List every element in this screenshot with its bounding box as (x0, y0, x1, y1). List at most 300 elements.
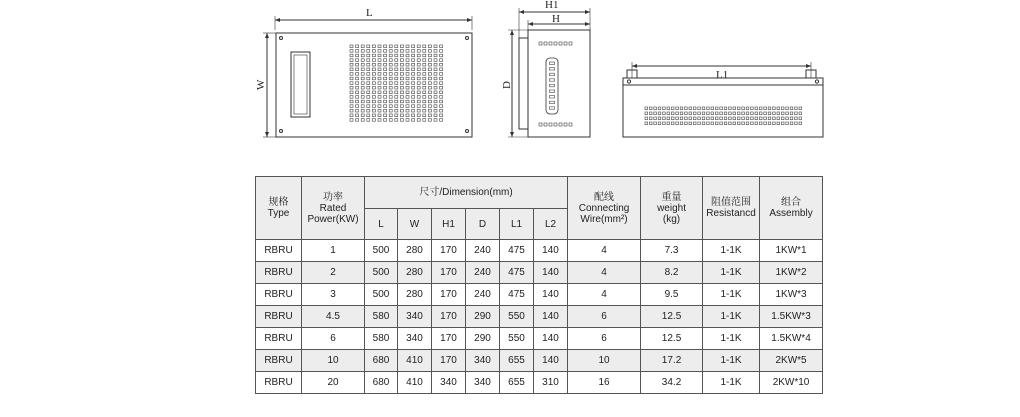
vent-hole (707, 107, 710, 110)
table-cell: 16 (568, 372, 641, 394)
vent-hole (406, 50, 409, 53)
vent-hole (350, 77, 353, 80)
vent-hole (759, 112, 762, 115)
vent-hole (389, 50, 392, 53)
vent-hole (400, 54, 403, 57)
vent-hole (707, 122, 710, 125)
vent-hole (417, 63, 420, 66)
vent-hole (685, 112, 688, 115)
header-type-cn: 规格 (268, 197, 289, 208)
vent-hole (395, 82, 398, 85)
vent-hole (658, 112, 661, 115)
vent-slot (559, 123, 562, 126)
vent-hole (663, 117, 666, 120)
vent-hole (649, 112, 652, 115)
vent-hole (786, 122, 789, 125)
vent-hole (350, 50, 353, 53)
vent-hole (423, 86, 426, 89)
vent-slot (544, 42, 547, 45)
vent-hole (440, 59, 443, 62)
vent-slot (549, 42, 552, 45)
vent-hole (693, 112, 696, 115)
vent-hole (389, 59, 392, 62)
table-cell: RBRU (256, 372, 302, 394)
table-cell: 340 (466, 350, 500, 372)
vent-hole (367, 100, 370, 103)
vent-hole (400, 77, 403, 80)
vent-hole (417, 114, 420, 117)
vent-hole (711, 117, 714, 120)
vent-hole (356, 63, 359, 66)
vent-hole (658, 107, 661, 110)
vent-hole (737, 122, 740, 125)
vent-hole (417, 68, 420, 71)
table-cell: 290 (466, 328, 500, 350)
table-cell: RBRU (256, 240, 302, 262)
vent-hole (428, 82, 431, 85)
vent-hole (428, 86, 431, 89)
vent-hole (799, 117, 802, 120)
vent-hole (372, 63, 375, 66)
vent-hole (693, 122, 696, 125)
vent-hole (350, 54, 353, 57)
vent-hole (764, 122, 767, 125)
vent-hole (389, 109, 392, 112)
table-cell: 17.2 (641, 350, 703, 372)
vent-hole (423, 96, 426, 99)
vent-hole (715, 112, 718, 115)
vent-slot (564, 123, 567, 126)
header-resistance (703, 177, 760, 240)
vent-hole (423, 73, 426, 76)
vent-hole (428, 91, 431, 94)
table-cell: 580 (365, 306, 398, 328)
table-row (256, 306, 823, 328)
table-cell: 140 (534, 306, 568, 328)
vent-hole (356, 105, 359, 108)
vent-hole (372, 82, 375, 85)
vent-hole (406, 68, 409, 71)
header-dim-l1: L1 (500, 209, 534, 240)
vent-slot (550, 96, 555, 98)
vent-hole (746, 117, 749, 120)
vent-hole (372, 105, 375, 108)
vent-hole (378, 96, 381, 99)
header-power-en2: Power(KW) (307, 213, 359, 225)
vent-hole (707, 117, 710, 120)
vent-hole (440, 63, 443, 66)
vent-hole (428, 63, 431, 66)
vent-hole (378, 86, 381, 89)
vent-hole (356, 91, 359, 94)
vent-hole (406, 45, 409, 48)
vent-hole (423, 100, 426, 103)
vent-hole (350, 96, 353, 99)
vent-hole (350, 73, 353, 76)
table-row (256, 350, 823, 372)
vent-hole (372, 86, 375, 89)
vent-hole (417, 73, 420, 76)
vent-hole (389, 45, 392, 48)
vent-hole (417, 54, 420, 57)
vent-hole (428, 105, 431, 108)
header-type-en: Type (267, 208, 290, 219)
vent-hole (702, 117, 705, 120)
vent-hole (384, 105, 387, 108)
vent-hole (361, 119, 364, 122)
vent-hole (423, 105, 426, 108)
vent-hole (434, 114, 437, 117)
vent-hole (795, 117, 798, 120)
vent-hole (389, 114, 392, 117)
vent-hole (440, 100, 443, 103)
vent-slot (554, 42, 557, 45)
vent-hole (400, 96, 403, 99)
vent-slot (550, 68, 555, 70)
vent-hole (372, 96, 375, 99)
vent-hole (406, 54, 409, 57)
vent-hole (367, 54, 370, 57)
vent-hole (378, 119, 381, 122)
vent-hole (423, 59, 426, 62)
table-cell: 170 (432, 262, 466, 284)
vent-hole (654, 112, 657, 115)
vent-hole (406, 73, 409, 76)
vent-hole (367, 119, 370, 122)
vent-hole (693, 117, 696, 120)
vent-hole (680, 122, 683, 125)
table-cell: 34.2 (641, 372, 703, 394)
vent-hole (412, 73, 415, 76)
vent-hole (395, 109, 398, 112)
vent-hole (378, 45, 381, 48)
vent-slot (554, 123, 557, 126)
vent-hole (671, 107, 674, 110)
vent-hole (795, 112, 798, 115)
vent-hole (729, 112, 732, 115)
vent-hole (698, 112, 701, 115)
vent-hole (428, 119, 431, 122)
vent-hole (423, 114, 426, 117)
header-dim-w: W (398, 209, 432, 240)
vent-hole (367, 59, 370, 62)
vent-hole (795, 122, 798, 125)
vent-hole (389, 96, 392, 99)
vent-hole (361, 50, 364, 53)
vent-hole (356, 68, 359, 71)
vent-hole (378, 109, 381, 112)
vent-hole (755, 112, 758, 115)
vent-hole (417, 100, 420, 103)
vent-hole (434, 54, 437, 57)
table-cell: 500 (365, 262, 398, 284)
vent-hole (737, 107, 740, 110)
vent-hole (356, 54, 359, 57)
vent-hole (729, 117, 732, 120)
vent-hole (406, 86, 409, 89)
vent-hole (654, 107, 657, 110)
table-cell: RBRU (256, 328, 302, 350)
table-cell: 655 (500, 372, 534, 394)
side-view (508, 8, 590, 137)
vent-hole (412, 86, 415, 89)
vent-hole (759, 117, 762, 120)
vent-hole (384, 100, 387, 103)
vent-hole (742, 117, 745, 120)
table-cell: 280 (398, 240, 432, 262)
vent-hole (372, 68, 375, 71)
vent-hole (768, 117, 771, 120)
vent-slot (550, 73, 555, 75)
vent-hole (400, 86, 403, 89)
table-cell: 580 (365, 328, 398, 350)
vent-hole (361, 109, 364, 112)
table-cell: 140 (534, 262, 568, 284)
vent-hole (350, 109, 353, 112)
vent-hole (434, 50, 437, 53)
vent-hole (356, 114, 359, 117)
vent-hole (764, 117, 767, 120)
vent-hole (720, 117, 723, 120)
vent-hole (689, 122, 692, 125)
table-cell: 10 (568, 350, 641, 372)
header-type (256, 177, 302, 240)
vent-hole (417, 77, 420, 80)
vent-hole (417, 50, 420, 53)
vent-hole (400, 68, 403, 71)
vent-hole (434, 59, 437, 62)
vent-hole (350, 119, 353, 122)
vent-hole (384, 68, 387, 71)
vent-hole (667, 112, 670, 115)
vent-hole (440, 119, 443, 122)
vent-hole (378, 77, 381, 80)
vent-hole (689, 107, 692, 110)
vent-hole (720, 122, 723, 125)
vent-hole (412, 91, 415, 94)
vent-hole (676, 107, 679, 110)
table-cell: RBRU (256, 284, 302, 306)
vent-hole (423, 82, 426, 85)
vent-hole (350, 63, 353, 66)
table-row (256, 240, 823, 262)
vent-hole (350, 68, 353, 71)
vent-hole (428, 45, 431, 48)
vent-hole (799, 122, 802, 125)
vent-hole (384, 45, 387, 48)
table-cell: 310 (534, 372, 568, 394)
vent-hole (773, 122, 776, 125)
vent-hole (434, 96, 437, 99)
vent-hole (746, 107, 749, 110)
table-cell: 1 (302, 240, 365, 262)
vent-hole (395, 100, 398, 103)
vent-hole (680, 117, 683, 120)
vent-hole (406, 96, 409, 99)
table-cell: 340 (398, 328, 432, 350)
vent-hole (440, 91, 443, 94)
vent-hole (428, 77, 431, 80)
vent-hole (790, 117, 793, 120)
table-cell: 240 (466, 284, 500, 306)
vent-hole (367, 77, 370, 80)
vent-hole (417, 86, 420, 89)
table-cell: 20 (302, 372, 365, 394)
vent-hole (400, 119, 403, 122)
vent-hole (715, 107, 718, 110)
vent-hole (356, 86, 359, 89)
vent-hole (400, 114, 403, 117)
vent-hole (400, 91, 403, 94)
vent-hole (434, 100, 437, 103)
vent-hole (755, 107, 758, 110)
table-cell: 6 (568, 328, 641, 350)
h-dimension-label: H (552, 13, 560, 25)
vent-hole (724, 117, 727, 120)
vent-hole (423, 68, 426, 71)
vent-hole (400, 50, 403, 53)
header-wire-cn: 配线 (594, 191, 615, 203)
table-cell: 12.5 (641, 328, 703, 350)
vent-hole (367, 63, 370, 66)
vent-hole (434, 68, 437, 71)
vent-hole (428, 73, 431, 76)
vent-hole (440, 50, 443, 53)
header-assembly (760, 177, 823, 240)
vent-hole (412, 105, 415, 108)
vent-hole (751, 117, 754, 120)
vent-hole (428, 59, 431, 62)
vent-hole (384, 59, 387, 62)
table-cell: 1-1K (703, 240, 760, 262)
vent-hole (795, 107, 798, 110)
vent-hole (395, 54, 398, 57)
vent-hole (406, 82, 409, 85)
vent-hole (799, 112, 802, 115)
vent-hole (361, 100, 364, 103)
vent-hole (400, 45, 403, 48)
table-cell: 340 (398, 306, 432, 328)
vent-hole (711, 122, 714, 125)
table-cell: 4 (568, 240, 641, 262)
table-cell: 240 (466, 262, 500, 284)
vent-hole (689, 117, 692, 120)
vent-hole (367, 105, 370, 108)
table-cell: 3 (302, 284, 365, 306)
vent-hole (361, 77, 364, 80)
vent-hole (367, 91, 370, 94)
vent-hole (350, 114, 353, 117)
vent-hole (786, 117, 789, 120)
vent-hole (781, 112, 784, 115)
table-cell: 1-1K (703, 372, 760, 394)
vent-hole (395, 96, 398, 99)
table-cell: 1-1K (703, 262, 760, 284)
vent-hole (361, 96, 364, 99)
vent-hole (412, 54, 415, 57)
specification-table (255, 176, 823, 394)
header-assembly-cn: 组合 (781, 197, 802, 208)
header-dim-l2: L2 (534, 209, 568, 240)
table-cell: 500 (365, 240, 398, 262)
vent-hole (742, 122, 745, 125)
vent-hole (372, 119, 375, 122)
vent-hole (417, 119, 420, 122)
vent-hole (350, 100, 353, 103)
table-cell: 1-1K (703, 306, 760, 328)
vent-slot (539, 123, 542, 126)
vent-hole (685, 122, 688, 125)
vent-hole (395, 45, 398, 48)
vent-hole (372, 50, 375, 53)
vent-hole (350, 105, 353, 108)
vent-hole (440, 82, 443, 85)
vent-hole (654, 117, 657, 120)
vent-hole (729, 107, 732, 110)
table-cell: 8.2 (641, 262, 703, 284)
vent-hole (434, 82, 437, 85)
vent-hole (378, 82, 381, 85)
vent-hole (412, 50, 415, 53)
vent-hole (440, 96, 443, 99)
vent-hole (412, 109, 415, 112)
vent-hole (384, 119, 387, 122)
vent-hole (412, 45, 415, 48)
vent-hole (702, 112, 705, 115)
vent-hole (755, 122, 758, 125)
vent-hole (733, 117, 736, 120)
vent-hole (372, 59, 375, 62)
table-cell: 170 (432, 284, 466, 306)
vent-hole (378, 59, 381, 62)
vent-hole (667, 117, 670, 120)
vent-hole (412, 96, 415, 99)
vent-hole (790, 107, 793, 110)
vent-hole (384, 91, 387, 94)
vent-hole (367, 114, 370, 117)
vent-hole (389, 73, 392, 76)
vent-hole (440, 109, 443, 112)
h1-dimension-label: H1 (545, 0, 559, 11)
vent-hole (395, 114, 398, 117)
header-wire (568, 177, 641, 240)
vent-hole (645, 107, 648, 110)
vent-hole (389, 119, 392, 122)
vent-hole (698, 107, 701, 110)
table-cell: 1KW*3 (760, 284, 823, 306)
vent-hole (434, 77, 437, 80)
vent-hole (649, 107, 652, 110)
vent-hole (372, 100, 375, 103)
vent-hole (350, 82, 353, 85)
vent-hole (417, 109, 420, 112)
vent-hole (440, 105, 443, 108)
vent-hole (356, 50, 359, 53)
vent-hole (671, 112, 674, 115)
vent-hole (434, 45, 437, 48)
vent-hole (356, 109, 359, 112)
vent-slot (549, 123, 552, 126)
vent-hole (663, 112, 666, 115)
table-cell: 9.5 (641, 284, 703, 306)
vent-hole (428, 109, 431, 112)
table-cell: 1KW*1 (760, 240, 823, 262)
vent-hole (786, 112, 789, 115)
vent-hole (406, 63, 409, 66)
vent-hole (434, 109, 437, 112)
vent-hole (361, 82, 364, 85)
vent-hole (434, 91, 437, 94)
